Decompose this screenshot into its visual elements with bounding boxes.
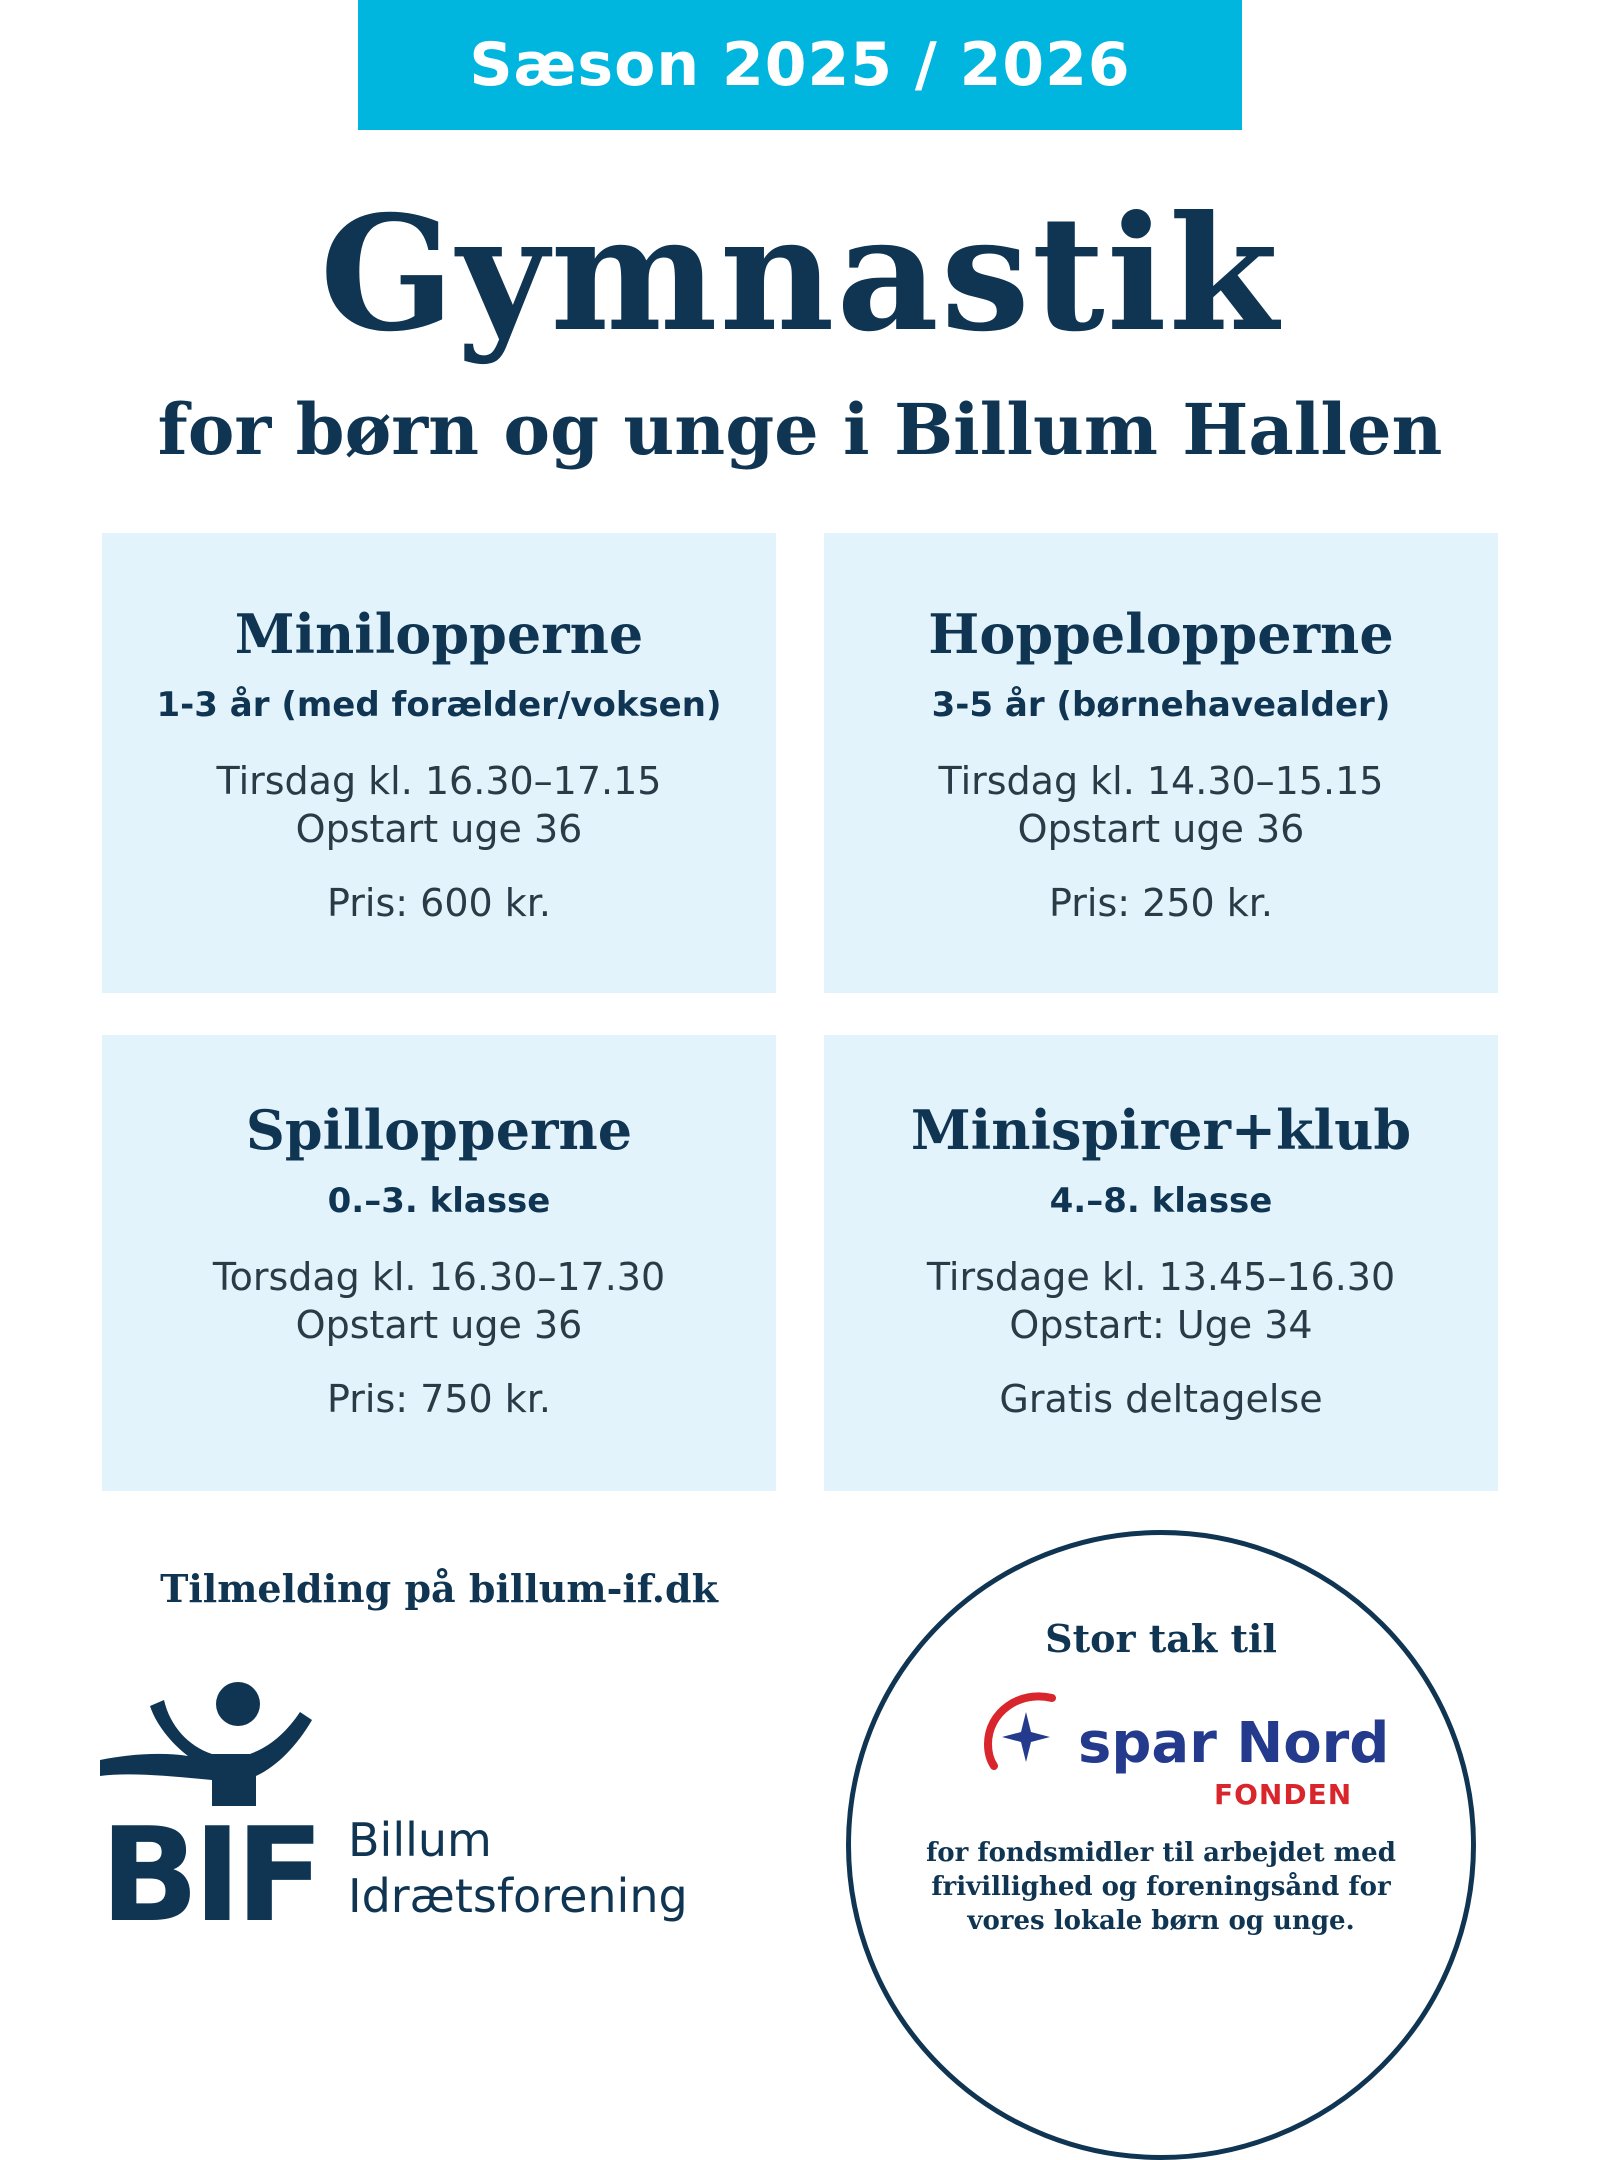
organization-name-line2: Idrætsforening xyxy=(348,1869,688,1923)
class-start: Opstart: Uge 34 xyxy=(1009,1303,1313,1347)
sponsor-subname: FONDEN xyxy=(1214,1778,1353,1811)
class-card-minilopperne xyxy=(102,533,776,993)
class-time: Torsdag kl. 16.30–17.30 xyxy=(212,1255,666,1299)
page-subtitle: for børn og unge i Billum Hallen xyxy=(157,388,1443,471)
page-title: Gymnastik xyxy=(319,182,1281,367)
class-age: 1-3 år (med forælder/voksen) xyxy=(156,685,722,725)
signup-link[interactable]: Tilmelding på billum-if.dk xyxy=(160,1566,718,1611)
class-age: 4.–8. klasse xyxy=(1049,1181,1273,1221)
class-card-hoppelopperne xyxy=(824,533,1498,993)
star-compass-icon xyxy=(980,1690,1070,1780)
organization-name xyxy=(348,1812,688,1924)
class-time: Tirsdag kl. 16.30–17.15 xyxy=(216,759,662,803)
class-card-spillopperne xyxy=(102,1035,776,1491)
bif-logo xyxy=(100,1676,330,1926)
logo-letters: BIF xyxy=(100,1799,319,1926)
organization-name-line1: Billum xyxy=(348,1813,492,1867)
class-name: Spillopperne xyxy=(245,1098,633,1162)
class-age: 0.–3. klasse xyxy=(327,1181,551,1221)
class-start: Opstart uge 36 xyxy=(295,1303,583,1347)
class-age: 3-5 år (børnehavealder) xyxy=(931,685,1391,725)
sponsor-name: spar Nord xyxy=(1078,1711,1390,1776)
class-start: Opstart uge 36 xyxy=(295,807,583,851)
class-start: Opstart uge 36 xyxy=(1017,807,1305,851)
class-name: Minilopperne xyxy=(234,602,644,666)
class-time: Tirsdage kl. 13.45–16.30 xyxy=(926,1255,1396,1299)
season-banner: Sæson 2025 / 2026 xyxy=(358,0,1242,130)
sponsor-note: for fondsmidler til arbejdet med frivillighed og foreningsånd for vores lokale børn og unge. xyxy=(926,1838,1396,1936)
class-price: Pris: 250 kr. xyxy=(1049,881,1273,925)
class-time: Tirsdag kl. 14.30–15.15 xyxy=(938,759,1384,803)
class-name: Minispirer+klub xyxy=(910,1098,1412,1162)
class-price: Pris: 600 kr. xyxy=(327,881,551,925)
person-jumping-icon xyxy=(100,1682,312,1806)
class-price: Gratis deltagelse xyxy=(999,1377,1323,1421)
class-price: Pris: 750 kr. xyxy=(327,1377,551,1421)
sponsor-thanks: Stor tak til xyxy=(1045,1616,1277,1661)
class-card-minispirer-klub xyxy=(824,1035,1498,1491)
class-name: Hoppelopperne xyxy=(928,602,1394,666)
